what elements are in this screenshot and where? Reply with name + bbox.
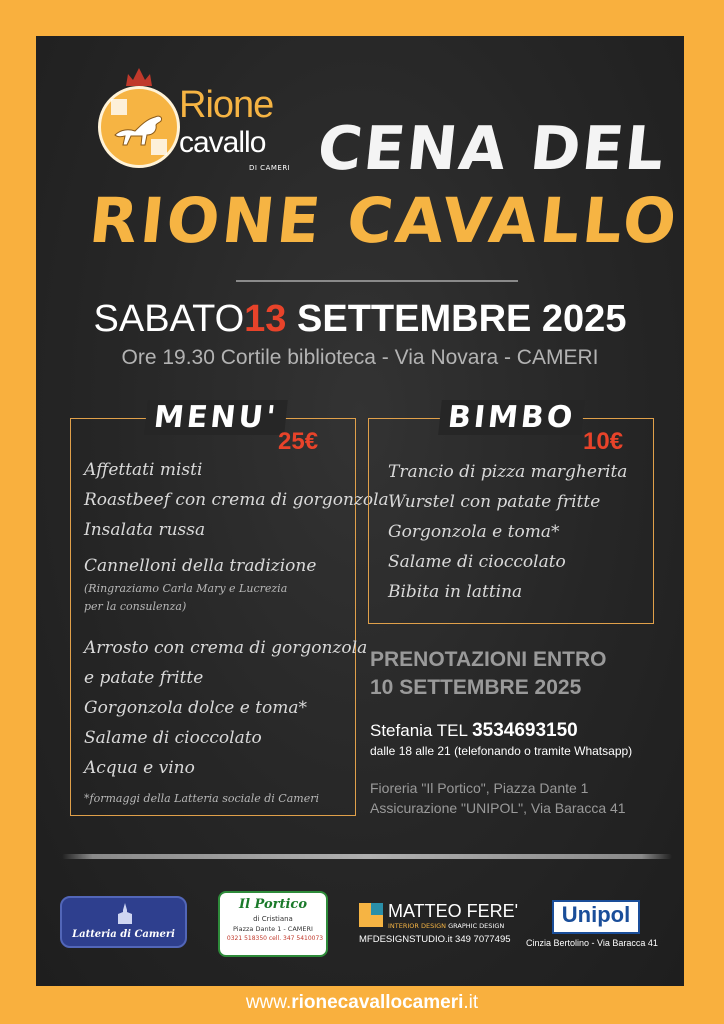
sponsor-unipol-agent: Cinzia Bertolino - Via Baracca 41 <box>526 938 658 948</box>
menu-item: Gorgonzola dolce e toma* <box>84 698 308 718</box>
crown-icon <box>124 66 154 88</box>
sponsor-fere-site: MFDESIGNSTUDIO.it 349 7077495 <box>359 934 511 945</box>
chalk-divider <box>62 854 672 859</box>
booking-point-1: Fioreria "Il Portico", Piazza Dante 1 <box>370 780 589 796</box>
menu-item: Insalata russa <box>84 520 206 540</box>
sponsor-portico-logo <box>218 891 328 957</box>
fere-logo-accent-icon <box>371 903 383 915</box>
event-details: Ore 19.30 Cortile biblioteca - Via Novara - CAMERI <box>121 346 599 369</box>
horse-logo-seal <box>98 86 180 168</box>
kids-item: Gorgonzola e toma* <box>388 522 560 542</box>
horse-icon <box>101 89 177 165</box>
website-domain: rionecavallocameri <box>291 992 464 1013</box>
kids-item: Wurstel con patate fritte <box>388 492 601 512</box>
church-icon <box>114 902 136 926</box>
website-prefix: www. <box>245 992 292 1013</box>
menu-item: Roastbeef con crema di gorgonzola <box>84 490 389 510</box>
website-link[interactable] <box>0 992 724 1014</box>
menu-heading: MENU' <box>144 400 288 435</box>
title-line-1: CENA DEL <box>314 114 670 184</box>
menu-item: Affettati misti <box>84 460 203 480</box>
menu-note: (Ringraziamo Carla Mary e Lucrezia <box>84 582 288 595</box>
sponsor-fere-tagline <box>388 922 504 930</box>
menu-item: Salame di cioccolato <box>84 728 262 748</box>
booking-contact <box>370 720 578 742</box>
event-date <box>36 298 684 341</box>
event-weekday: SABATO <box>93 298 245 340</box>
booking-heading-2: 10 SETTEMBRE 2025 <box>370 676 582 699</box>
menu-item: Cannelloni della tradizione <box>84 556 317 576</box>
contact-phone: 3534693150 <box>472 720 578 741</box>
sponsor-fere-tagline-b: GRAPHIC DESIGN <box>448 922 505 930</box>
menu-price: 25€ <box>278 428 319 455</box>
sponsor-latteria-name: Latteria di Cameri <box>72 929 175 940</box>
title-divider <box>236 280 518 282</box>
logo-subtitle: DI CAMERI <box>249 164 291 172</box>
event-month-year: SETTEMBRE 2025 <box>297 298 627 340</box>
sponsor-portico-name: Il Portico <box>238 897 308 912</box>
menu-footnote: *formaggi della Latteria sociale di Cameri <box>84 792 320 805</box>
sponsor-portico-phones: 0321 518350 cell. 347 5410073 <box>226 935 324 942</box>
contact-name: Stefania TEL <box>370 721 468 740</box>
logo-name-rione: Rione <box>179 84 274 126</box>
menu-item: Arrosto con crema di gorgonzola <box>84 638 368 658</box>
sponsor-portico-owner: di Cristiana <box>253 915 293 923</box>
kids-item: Salame di cioccolato <box>388 552 566 572</box>
title-line-2: RIONE CAVALLO <box>86 184 683 257</box>
website-suffix: .it <box>463 992 479 1013</box>
menu-item: Acqua e vino <box>84 758 195 778</box>
kids-item: Bibita in lattina <box>388 582 523 602</box>
booking-hours: dalle 18 alle 21 (telefonando o tramite Whatsapp) <box>370 744 633 758</box>
chalkboard <box>36 36 684 986</box>
booking-point-2: Assicurazione "UNIPOL", Via Baracca 41 <box>370 800 626 816</box>
kids-heading: BIMBO <box>438 400 585 435</box>
menu-note: per la consulenza) <box>84 600 187 613</box>
kids-price: 10€ <box>583 428 624 455</box>
event-day: 13 <box>244 298 287 340</box>
kids-item: Trancio di pizza margherita <box>388 462 628 482</box>
sponsor-portico-address: Piazza Dante 1 - CAMERI <box>233 925 313 933</box>
menu-item: e patate fritte <box>84 668 204 688</box>
sponsor-latteria-logo <box>60 896 187 948</box>
logo-name-cavallo: cavallo <box>179 126 266 159</box>
sponsor-fere-name: MATTEO FERE' <box>388 901 519 921</box>
sponsor-fere-tagline-a: INTERIOR DESIGN <box>388 922 449 930</box>
booking-deadline <box>370 646 606 702</box>
booking-heading-1: PRENOTAZIONI ENTRO <box>370 648 607 671</box>
sponsor-unipol-name: Unipol <box>561 902 631 927</box>
